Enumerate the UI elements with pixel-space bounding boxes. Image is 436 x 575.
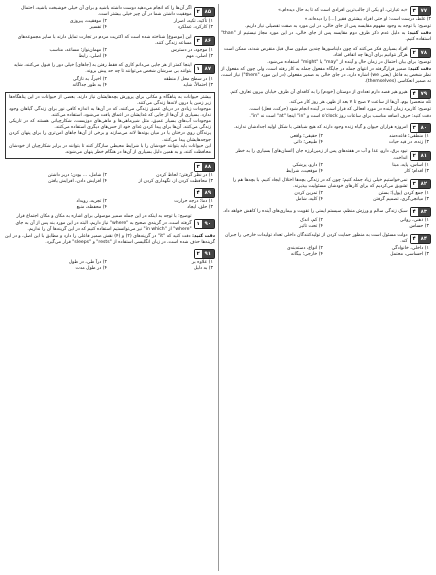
question-90	[5, 214, 215, 246]
question-badge	[194, 64, 215, 74]
answer-option: ۳	[412, 181, 416, 188]
option: ۲) شامل، ... بودن؛ دربر داشتن	[47, 172, 107, 178]
question-text: نیود برق، دارو، غذا و آب در هفته‌های پس از زمین‌لرزه جان [انسان‌های] بسیاری را به خطر انداخت.	[235, 149, 408, 161]
option: ۱) ذهنی، روانی	[399, 217, 429, 223]
option: ۴) موقعیت، شرایط	[285, 168, 323, 174]
option: ۳) به دلیل	[193, 266, 213, 272]
attention-text: دقت کنید که "it" در گزینه‌های (۲) و (۴) نقش ضمیر فاعلی را دارد و مطابق با این اصل، و در این گزینه‌ها حذف شده است، در زبان انگلیسی استفاده از "rests" و "sleeps" قرار می‌گیرد.	[5, 233, 215, 246]
attention-note	[5, 234, 215, 246]
option: ۱) جمع کردن (پول)؛ بستن	[378, 191, 429, 197]
option: ۴) کلیه، شامل	[295, 197, 323, 203]
explanation: توضیح: با توجه به اینکه در این جمله ضمیر موصولی برای اشاره به مکان و مکان اجتماع قرار گرفته است، در گزینه‌ی صحیح به "where" نیاز داریم، البته در این مورد بند پس از آن به جای "where" از "in which" نیز می‌توانستیم استفاده کنیم که در این گزینه‌ها آن را نداریم.	[15, 214, 192, 232]
option: ۲) انواع، دسته‌بندی	[286, 246, 323, 252]
options-list	[221, 218, 429, 230]
option: ۳) احتمالاً، شاید	[183, 82, 213, 88]
question-badge	[410, 234, 431, 244]
question-badge	[194, 36, 215, 46]
left-column	[5, 3, 215, 274]
question-text: این [موضوع] شناخته شده است که اکثریت مردم در تجارت تمایل دارند با سایر مجموعه‌های مساعد زندگی کنند.	[17, 34, 192, 46]
question-badge	[410, 123, 431, 133]
question-85	[5, 6, 215, 32]
question-number: ۸۷	[202, 65, 214, 73]
attention-label: دقت کنید:	[192, 233, 215, 239]
question-84	[221, 233, 431, 259]
question-text: سبک زندگی سالم و ورزش منظم، سیستم ایمنی را تقویت و بیماری‌های آینده را کاهش خواهد داد.	[222, 208, 408, 214]
options-list	[5, 19, 213, 31]
right-column	[221, 3, 431, 260]
question-badge	[194, 249, 215, 259]
options-list	[221, 134, 429, 146]
attention-label: دقت کنید:	[408, 67, 431, 73]
answer-note: ۳) غلط، درست است: او حتی افراد بیشتری فقیر [...] را دیده‌اند.»	[304, 17, 431, 22]
question-number: ۹۱	[202, 250, 214, 258]
passage-paragraph: بیشتر حیوانات به پناهگاه و مکانی برای پرورش بچه‌هایشان نیاز دارند. بعضی از حیوانات در این پناهگاه‌ها زیر زمین یا درون لانه‌ها زندگی می‌کنند.	[9, 94, 211, 106]
option: ۱) منطقی؛ قاعده‌مند	[389, 134, 429, 140]
option: ۲) مهمان‌نواز؛ مساعد، مناسب	[49, 47, 107, 53]
question-number: ۸۴	[418, 235, 430, 243]
option: ۳) میانجی‌گری، تصمیم گرفتن	[373, 197, 429, 203]
option: ۴) طبیعی؛ ذاتی	[293, 140, 323, 146]
attention-text: به دلیل عدم ذکر طرف دوم مقایسه پس از جای خالی، در این مورد مجاز نیستیم از "than" استفاده کنیم.	[221, 31, 431, 43]
question-81	[221, 149, 431, 175]
question-number: ۷۷	[418, 7, 430, 15]
option: ۲) دارو، پزشکی	[292, 162, 323, 168]
question-text: اگر آن‌ها را که انجام می‌دهید دوست داشته باشید و برای آن خیلی خوشبخت باشید، احتمال موفقیت داشتن شما در آن چیز خیلی بیشتر است.	[21, 6, 192, 18]
answer-option: ۴	[196, 190, 200, 197]
question-number: ۸۰	[418, 124, 430, 132]
question-badge	[410, 179, 431, 189]
option: ۲) موفقیت، پیروزی	[69, 19, 107, 25]
question-89	[5, 188, 215, 211]
question-82	[221, 178, 431, 204]
question-86	[5, 35, 215, 61]
answer-option: ۴	[412, 236, 416, 243]
answer-option: ۱	[196, 66, 200, 73]
option: ۴) تحت تاثیر	[299, 223, 323, 229]
answer-option: ۴	[412, 208, 416, 215]
option: ۴) به طور جداگانه	[72, 82, 107, 88]
options-list	[221, 163, 429, 175]
question-text: امروزه هزاران حیوان و گیاه زنده وجود دارند که هیچ شباهتی با شکل اولیه اجدادشان ندارند.	[233, 124, 408, 130]
passage-paragraph: این حیوانات باید بتوانند خودشان را با شرایط محیطی سازگار کنند تا بتوانند در برابر شکارچیان از خودشان محافظت کنند، و به همین دلیل بسیاری از آن‌ها در هنگام خطر پنهان می‌شوند.	[9, 143, 211, 155]
option: ۲) تمرین کردن	[294, 191, 323, 197]
question-text: اینجا کمتر از هر جایی می‌دانم کاری که فقط رفتن به [جاهای] خیلی دور را قبول می‌کنند، شاید بتوانند بی سرشان شخص می‌توانند تا چه حد پیش بروند.	[13, 63, 192, 75]
option: ۳) احساسی، محتمل	[390, 252, 429, 258]
option: ۳) اصلی، مهم	[186, 54, 213, 60]
option: ۱) دما؛ درجه حرارت	[174, 199, 213, 205]
passage-paragraph: موجودات آب‌های بسیار عمیق، مثل شیرماهی‌ها و ماهی‌های دوزیست، شکارچیانی هستند که در تاریکی زندگی می‌کنند. آن‌ها برای پیدا کردن غذای خود از حس‌های دیگری استفاده می‌کنند.	[9, 119, 211, 131]
options-list	[221, 246, 429, 258]
question-badge	[410, 151, 431, 161]
question-badge	[194, 162, 215, 172]
options-list	[5, 173, 213, 185]
question-80	[221, 123, 431, 146]
attention-label: دقت کنید:	[407, 31, 431, 37]
answer-option: ۳	[196, 37, 200, 44]
answer-option: ۳	[412, 125, 416, 132]
answer-option: ۲	[412, 152, 416, 159]
option: ۴) در طول مدت	[75, 266, 107, 272]
column-divider	[218, 4, 219, 571]
option: ۴) اصلی، رابط	[78, 54, 107, 60]
question-78	[221, 47, 431, 86]
option: ۱) علاوه بر	[191, 260, 213, 266]
answer-note: تله منحصرا بوم، آن‌ها از ساعت ۷ صبح تا ۷ بعد از ظهر، هر روز کار می‌کند.	[289, 99, 431, 105]
option: ۲) درآ طی، در طول	[68, 260, 107, 266]
option: ۳) محافظت کردن از، نگهداری کردن از	[138, 178, 213, 184]
attention-note	[221, 67, 431, 85]
option: ۲) حقیقی؛ واقعی	[289, 134, 323, 140]
option: ۴) محفظه، منبع	[76, 205, 107, 211]
option: ۱) در نظر گرفتن؛ لحاظ کردن	[156, 172, 213, 178]
options-list	[5, 260, 213, 272]
question-text: «به عبارتی، او یکی از جالب‌ترین افرادی است که تا به حال دیده‌ام.»	[278, 7, 408, 13]
question-88	[5, 162, 215, 185]
option: ۱) در سطح محل / منطقه	[163, 76, 213, 82]
question-badge	[410, 207, 431, 217]
answer-option: ۲	[412, 49, 416, 56]
question-number: ۸۹	[202, 189, 214, 197]
attention-note	[221, 31, 431, 43]
explanation: توضیح: کاربرد زمان آینده در مورد افعالی که قرار است در آینده انجام شود (حرکت، فعل) است.	[248, 106, 431, 112]
option: ۱) داخلی، خانوادگی	[391, 246, 429, 252]
question-badge	[194, 188, 215, 198]
attention-text: ضمیر قرارگرفته در انتهای جمله در جایگاه مفعول جمله به کار رفته است، ولی چون که مفعول از نظر شخص به فاعل (یعنی we) اشاره دارد، در جای خالی به ضمیر مفعولی (در این مورد "them") نیاز است، نه ضمیر انعکاسی (themselves).	[221, 67, 431, 85]
question-number: ۸۵	[202, 8, 214, 16]
answer-option: ۱	[196, 220, 200, 227]
question-number: ۷۸	[418, 49, 430, 57]
question-91	[5, 249, 215, 272]
option: ۱) تأکید، تکیه، اصرار	[173, 19, 213, 25]
option: ۴) افزایش دادن، افزایش یافتن	[48, 178, 107, 184]
question-badge	[410, 48, 431, 58]
question-number: ۸۶	[202, 37, 214, 45]
answer-option: ۳	[412, 8, 416, 14]
passage-paragraph: موجودات زیادی در دریای عمیق زندگی می‌کنند، که در آن‌ها به اندازه کافی نور برای زندگی گیاهان وجود ندارد. بسیاری از آن‌ها از جایی که غذایشان در اعماق یافت می‌شود، استفاده می‌کنند.	[9, 107, 211, 119]
question-83	[221, 207, 431, 230]
question-79	[221, 89, 431, 120]
option: ۲) تجربه، رویداد	[76, 199, 107, 205]
attention-note: دقت کنید: حرف اضافه مناسب برای ساعات روز o'clock است و "in" اینجا "at" است نه "in".	[249, 113, 431, 119]
option: ۳) اقدام؛ کار	[404, 168, 429, 174]
options-list	[5, 77, 213, 89]
option: ۲) اخیراً، به تازگی	[72, 76, 107, 82]
option: ۱) موجود، در دسترس	[171, 47, 213, 53]
question-number: ۸۳	[418, 208, 430, 216]
question-badge	[410, 89, 431, 99]
answer-option: ۳	[196, 163, 200, 170]
option: ۳) حساس	[409, 223, 429, 229]
question-text: افراد بسیاری فکر می‌کنند که چون دایناسورها چندین میلیون سال قبل منقرض شدند، ممکن است هرگز نتوانیم برای آن‌ها چه اتفاقی افتاد.	[223, 46, 408, 58]
option: ۳) حلق، ایجاد	[187, 205, 213, 211]
question-number: ۸۲	[418, 180, 430, 188]
question-number: ۷۹	[418, 90, 430, 98]
question-text: هیرو هیر قصد دارم تعدادی از دوستان [خودم] را به کافه‌ای آن طرف خیابان بیرون تعارف کنم.	[229, 90, 408, 96]
question-number: ۸۸	[202, 163, 214, 171]
question-number: ۸۱	[418, 152, 430, 160]
option: ۳) کارکرد، عملکرد	[177, 25, 213, 31]
passage-translation-box	[5, 92, 215, 159]
answer-option: ۲	[196, 9, 200, 16]
answer-option: ۴	[412, 90, 416, 97]
question-number: ۹۰	[202, 220, 214, 228]
passage-paragraph: پرندگان روی درختان یا در میان بوته‌ها لانه می‌سازند و برخی از آن‌ها جاهای امن‌تری را برای پنهان کردن جوجه‌هایشان پیدا می‌کنند.	[9, 131, 211, 143]
option: ۲) کم، اندک	[300, 217, 323, 223]
option: ۳) زنده، در قید حیات	[388, 140, 429, 146]
question-badge	[194, 7, 215, 17]
answer-option: ۲	[196, 251, 200, 258]
question-badge	[410, 6, 431, 16]
question-text: نمی‌خواستیم خیلی زیاد جمله کنیم؛ چون که در زندگی بچه‌ها اختلال ایجاد کنیم. با بچه‌ها هم را تشویق می‌کردیم که برای کارهای خودشان مسئولیت بپذیرند.	[232, 177, 408, 190]
question-text: دولت مسئول است به منظور حمایت کردن از تولیدکنندگان داخلی تعداد تولیدات خارجی را جبران کند.	[225, 232, 408, 245]
option: ۴) خارجی؛ بیگانه	[290, 252, 323, 258]
question-77	[221, 6, 431, 44]
option: ۴) تفسیر	[89, 25, 107, 31]
option: ۱) اساس، پایه، مبنا	[392, 162, 429, 168]
explanation: توضیح: با توجه به وجود مفهوم مقایسه پس از جای خالی، در این مورد به صفت تفضیلی نیاز داریم.	[245, 24, 431, 30]
options-list	[5, 199, 213, 211]
question-87	[5, 63, 215, 89]
options-list	[5, 48, 213, 60]
options-list	[221, 191, 429, 203]
explanation: توضیح: برای بیان احتمال در زمان حال و آینده از "may" یا "might" استفاده می‌شود.	[267, 59, 431, 65]
question-badge	[194, 219, 215, 229]
